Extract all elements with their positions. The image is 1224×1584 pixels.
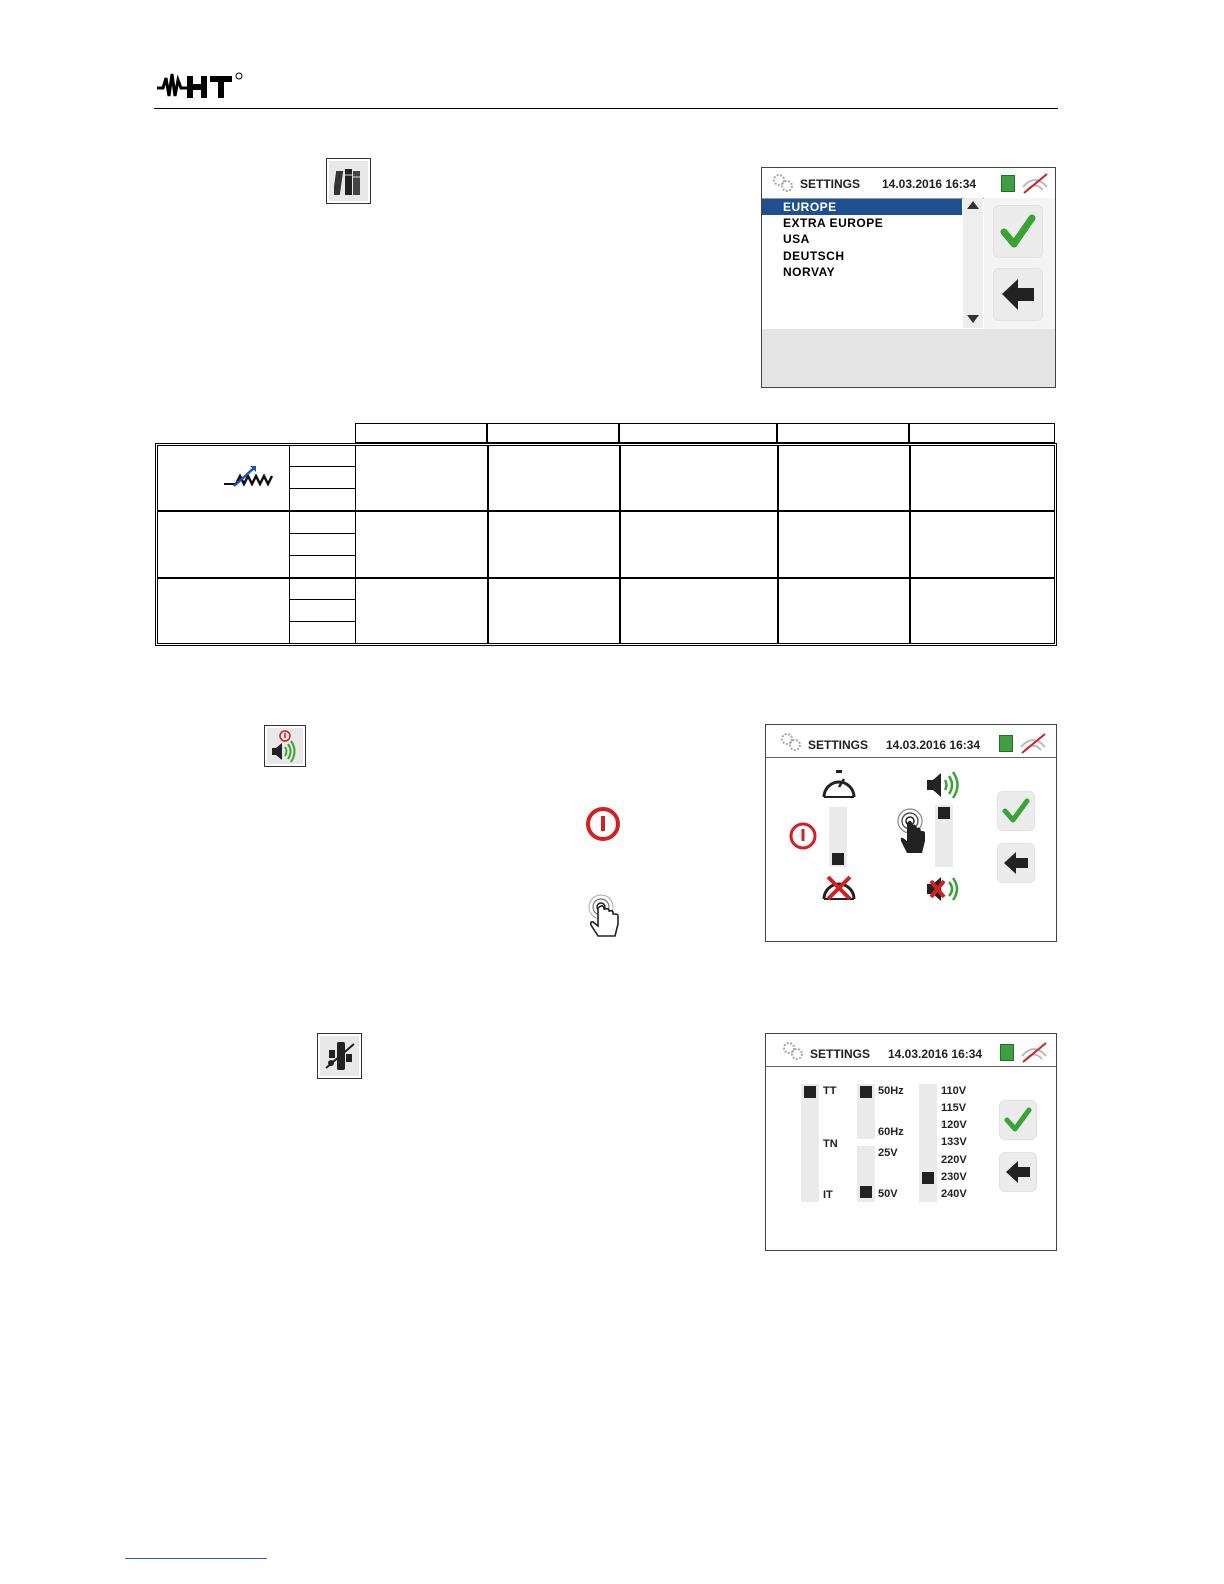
measurement-probe-icon bbox=[222, 464, 276, 490]
check-icon bbox=[994, 206, 1042, 257]
system-type-slider[interactable] bbox=[801, 1084, 819, 1202]
no-wifi-icon bbox=[1018, 731, 1048, 755]
contact-voltage-knob[interactable] bbox=[860, 1186, 872, 1198]
no-wifi-icon bbox=[1019, 1040, 1049, 1064]
table-header-cell bbox=[487, 423, 619, 443]
contact-voltage-option-50v[interactable]: 50V bbox=[878, 1188, 898, 1200]
list-item-usa[interactable]: USA bbox=[783, 232, 810, 246]
gear-icon bbox=[772, 173, 794, 193]
screen-datetime: 14.03.2016 16:34 bbox=[888, 1047, 983, 1061]
contact-voltage-option-25v[interactable]: 25V bbox=[878, 1147, 898, 1159]
back-button[interactable] bbox=[993, 268, 1043, 321]
screen-title: SETTINGS bbox=[810, 1047, 871, 1061]
table-divider bbox=[289, 488, 355, 489]
speaker-off-icon bbox=[924, 873, 964, 905]
back-button[interactable] bbox=[997, 843, 1035, 883]
voltage-option-120v[interactable]: 120V bbox=[941, 1119, 967, 1131]
scrollbar[interactable] bbox=[963, 198, 983, 328]
table-header-cell bbox=[355, 423, 487, 443]
system-option-it[interactable]: IT bbox=[823, 1189, 833, 1201]
screen-datetime: 14.03.2016 16:34 bbox=[886, 738, 981, 752]
country-list[interactable] bbox=[762, 198, 984, 328]
table-header-cell bbox=[909, 423, 1055, 443]
sound-slider-knob[interactable] bbox=[938, 807, 950, 819]
voltage-option-133v[interactable]: 133V bbox=[941, 1136, 967, 1148]
settings-screen-sound bbox=[765, 724, 1057, 942]
books-icon[interactable] bbox=[326, 158, 371, 204]
confirm-button[interactable] bbox=[997, 791, 1035, 831]
back-button[interactable] bbox=[999, 1152, 1037, 1192]
scroll-down-icon[interactable] bbox=[966, 314, 980, 324]
table-header-cell bbox=[619, 423, 777, 443]
frequency-option-50hz[interactable]: 50Hz bbox=[878, 1085, 904, 1097]
arrow-left-icon bbox=[1000, 1153, 1036, 1191]
voltage-option-115v[interactable]: 115V bbox=[941, 1102, 967, 1114]
settings-screen-country bbox=[761, 167, 1056, 388]
voltage-option-220v[interactable]: 220V bbox=[941, 1154, 967, 1166]
arrow-left-icon bbox=[994, 269, 1042, 320]
table-row bbox=[157, 578, 1055, 644]
touch-hand-icon bbox=[896, 807, 930, 859]
battery-icon bbox=[1001, 175, 1015, 192]
nominal-voltage-knob[interactable] bbox=[922, 1172, 934, 1184]
table-row bbox=[157, 445, 1055, 511]
confirm-button[interactable] bbox=[993, 205, 1043, 258]
auto-off-slider-knob[interactable] bbox=[832, 853, 844, 865]
stopwatch-off-icon bbox=[820, 873, 858, 903]
ht-logo bbox=[157, 66, 257, 106]
list-item-norvay[interactable]: NORVAY bbox=[783, 265, 836, 279]
screen-title: SETTINGS bbox=[800, 177, 861, 191]
screen-footer bbox=[762, 329, 1055, 387]
check-icon bbox=[1000, 1101, 1036, 1139]
arrow-left-icon bbox=[998, 844, 1034, 882]
table-divider bbox=[619, 445, 621, 644]
list-item-extra-europe[interactable]: EXTRA EUROPE bbox=[783, 216, 884, 230]
table-divider bbox=[289, 555, 355, 556]
stopwatch-icon bbox=[820, 769, 858, 801]
table-divider bbox=[777, 445, 779, 644]
table-divider bbox=[289, 621, 355, 622]
settings-screen-system bbox=[765, 1033, 1057, 1251]
voltage-option-240v[interactable]: 240V bbox=[941, 1188, 967, 1200]
power-icon bbox=[788, 821, 818, 851]
table-divider bbox=[355, 445, 356, 644]
screen-datetime: 14.03.2016 16:34 bbox=[882, 177, 977, 191]
system-option-tn[interactable]: TN bbox=[823, 1138, 838, 1150]
no-wifi-icon bbox=[1020, 171, 1050, 195]
list-item-deutsch[interactable]: DEUTSCH bbox=[783, 249, 845, 263]
touch-hand-icon bbox=[585, 894, 623, 940]
table-divider bbox=[289, 466, 355, 467]
confirm-button[interactable] bbox=[999, 1100, 1037, 1140]
system-type-knob[interactable] bbox=[804, 1086, 816, 1098]
frequency-option-60hz[interactable]: 60Hz bbox=[878, 1126, 904, 1138]
sound-power-icon[interactable] bbox=[264, 725, 306, 767]
system-settings-icon[interactable] bbox=[317, 1033, 362, 1079]
frequency-knob[interactable] bbox=[860, 1086, 872, 1098]
gear-icon bbox=[782, 1041, 804, 1061]
table-header-cell bbox=[777, 423, 909, 443]
scroll-up-icon[interactable] bbox=[966, 200, 980, 210]
list-item-europe[interactable]: EUROPE bbox=[762, 199, 962, 215]
gear-icon bbox=[780, 732, 802, 752]
footer-link-underline[interactable] bbox=[125, 1558, 267, 1559]
battery-icon bbox=[999, 735, 1013, 752]
table-row bbox=[157, 511, 1055, 578]
screen-header bbox=[766, 725, 1056, 758]
voltage-option-110v[interactable]: 110V bbox=[941, 1085, 967, 1097]
screen-header bbox=[762, 168, 1055, 199]
battery-icon bbox=[1000, 1044, 1014, 1061]
table-divider bbox=[289, 599, 355, 600]
table-divider bbox=[289, 533, 355, 534]
system-option-tt[interactable]: TT bbox=[823, 1085, 837, 1097]
speaker-on-icon bbox=[924, 769, 964, 801]
table-divider bbox=[487, 445, 489, 644]
check-icon bbox=[998, 792, 1034, 830]
screen-header bbox=[766, 1034, 1056, 1067]
nominal-voltage-slider[interactable] bbox=[919, 1084, 937, 1202]
header-rule bbox=[154, 108, 1058, 109]
power-icon bbox=[585, 806, 621, 842]
table-divider bbox=[289, 445, 290, 644]
screen-title: SETTINGS bbox=[808, 738, 869, 752]
table-divider bbox=[909, 445, 911, 644]
voltage-option-230v[interactable]: 230V bbox=[941, 1171, 967, 1183]
